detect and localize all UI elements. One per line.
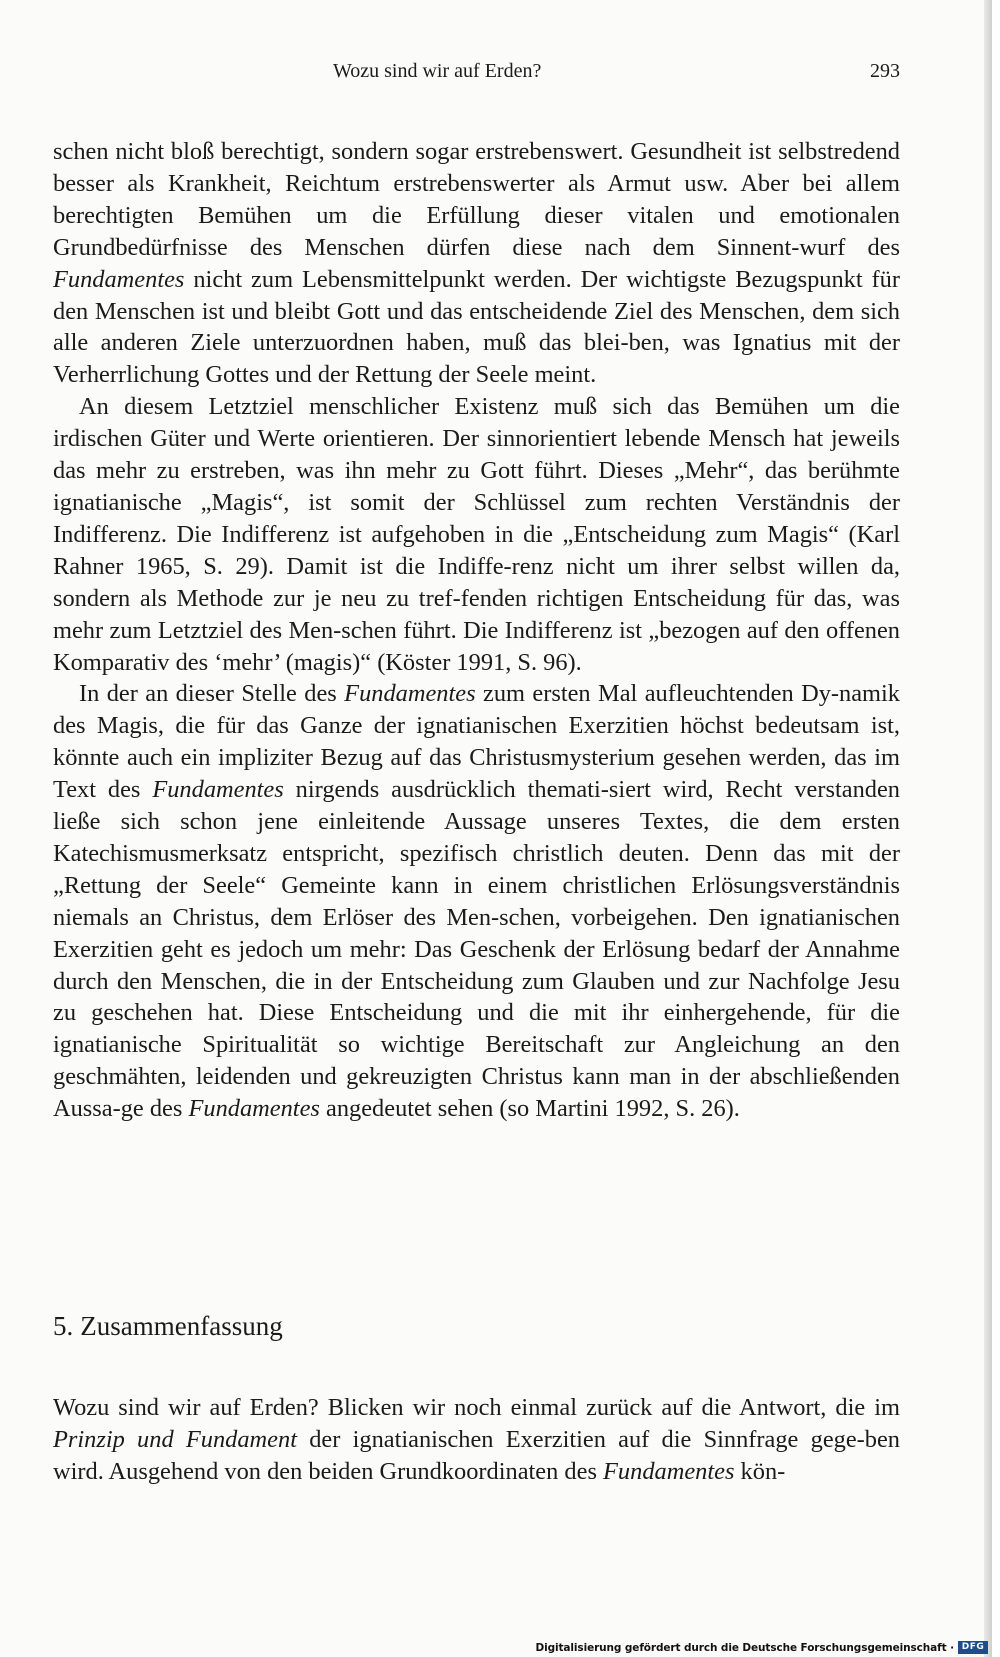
dfg-logo: DFG <box>958 1641 988 1654</box>
section-title: Zusammenfassung <box>80 1311 283 1341</box>
section-body <box>53 1392 900 1488</box>
section-heading <box>53 1311 283 1342</box>
running-head-title: Wozu sind wir auf Erden? <box>333 60 542 82</box>
text-run: schen nicht bloß berechtigt, sondern sogar erstrebenswert. Gesundheit ist selbstredend besser als Krankheit, Reichtum erstrebenswerter als Armut usw. Aber bei allem berechtigten Bemühen um die Erfüllung dieser vitalen und emotionalen Grundbedürfnisse des Menschen dürfen diese nach dem Sinnent-wurf des <box>53 138 900 261</box>
text-run: kön- <box>734 1457 786 1485</box>
text-run: In der an dieser Stelle des <box>79 680 345 708</box>
running-head <box>53 60 900 90</box>
text-run: An diesem Letztziel menschlicher Existenz muß sich das Bemühen um die irdischen Güter und Werte orientieren. Der sinnorientiert lebende Mensch hat jeweils das mehr zu erstreben, was ihn mehr zu Gott führt. Dieses „Mehr“, das berühmte ignatianische „Magis“, ist somit der Schlüssel zum rechten Verständnis der Indifferenz. Die Indifferenz ist aufgehoben in die „Entscheidung zum Magis“ (Karl Rahner 1965, S. 29). Damit ist die Indiffe-renz nicht um ihrer selbst willen da, sondern als Methode zur je neu zu tref-fenden richtigen Entscheidung für das, was mehr zum Letztziel des Men-schen führt. Die Indifferenz ist „bezogen auf den offenen Komparativ des ‘mehr’ (magis)“ (Köster 1991, S. 96). <box>53 393 900 676</box>
text-run: zum ersten Mal aufleuchtenden Dy-namik des Magis, die für das Ganze der ignatianischen Exerzitien höchst bedeutsam ist, könnte auch ein impliziter Bezug auf das Christusmysterium gesehen werden, das im Text des <box>53 680 900 804</box>
italic-title: Fundamentes <box>188 1095 320 1123</box>
italic-title: Fundamentes <box>53 265 185 293</box>
text-run: Wozu sind wir auf Erden? Blicken wir noch einmal zurück auf die Antwort, die im <box>53 1394 900 1421</box>
text-run: nirgends ausdrücklich themati-siert wird, Recht verstanden ließe sich schon jene einleitende Aussage unseres Textes, die dem ersten Katechismusmerksatz entspricht, spezifisch christlich deuten. Denn das mit der „Rettung der Seele“ Gemeinte kann in einem christlichen Erlösungsverständnis niemals an Christus, dem Erlöser des Men-schen, vorbeigehen. Den ignatianischen Exerzitien geht es jedoch um mehr: Das Geschenk der Erlösung bedarf der Annahme durch den Menschen, die in der Entscheidung zum Glauben und zur Nachfolge Jesu zu geschehen hat. Diese Entscheidung und die mit ihr einhergehende, für die ignatianische Spiritualität so wichtige Bereitschaft zur Angleichung an den geschmähten, leidenden und gekreuzigten Christus kann man in der abschließenden Aussa-ge des <box>53 776 900 1123</box>
digitization-credit: Digitalisierung gefördert durch die Deutsche Forschungsgemeinschaft · <box>535 1642 954 1654</box>
paragraph-3 <box>53 678 900 1125</box>
section-number: 5. <box>53 1311 74 1341</box>
text-run: der ignatianischen Exerzitien auf die Sinnfrage gege-ben wird. Ausgehend von den beiden Grundkoordinaten des <box>53 1425 900 1485</box>
page-edge-shadow <box>984 0 992 1657</box>
paragraph-1 <box>53 136 900 391</box>
italic-title: Prinzip und Fundament <box>53 1425 297 1453</box>
section-paragraph <box>53 1392 900 1488</box>
italic-title: Fundamentes <box>152 776 284 804</box>
italic-title: Fundamentes <box>603 1457 735 1485</box>
text-run: angedeutet sehen (so Martini 1992, S. 26). <box>319 1095 740 1123</box>
italic-title: Fundamentes <box>344 680 476 708</box>
body-text <box>53 136 900 1125</box>
paragraph-2 <box>53 391 900 678</box>
text-run: nicht zum Lebensmittelpunkt werden. Der wichtigste Bezugspunkt für den Menschen ist und bleibt Gott und das entscheidende Ziel des Menschen, dem sich alle anderen Ziele unterzuordnen haben, muß das blei-ben, was Ignatius mit der Verherrlichung Gottes und der Rettung der Seele meint. <box>53 265 900 389</box>
page-number: 293 <box>870 60 900 82</box>
